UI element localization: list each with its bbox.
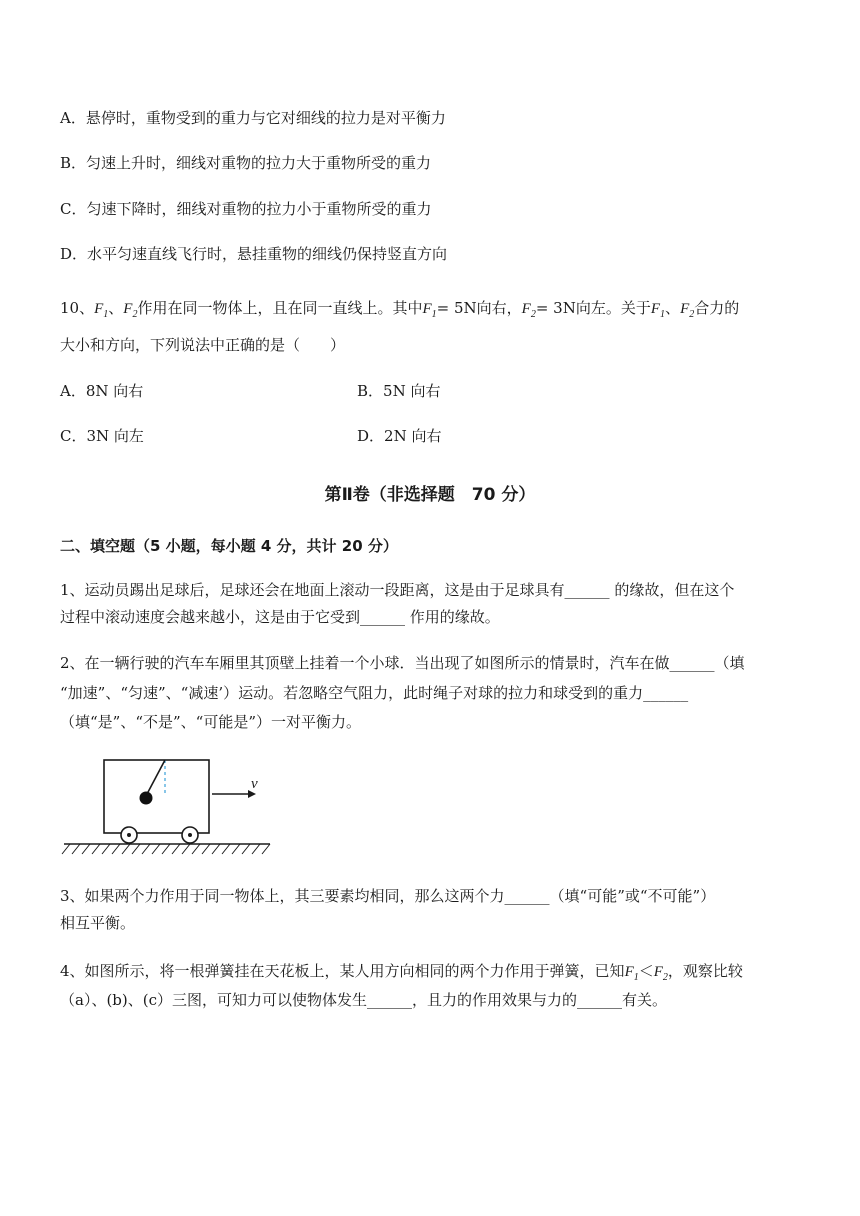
var-f1: $F_1$ <box>94 301 109 320</box>
text-segment: 作用在同一物体上，且在同一直线上。其中 <box>137 299 423 317</box>
equation-value: = 3N <box>535 299 576 317</box>
question-2-line-3: （填“是”、“不是”、“可能是”）一对平衡力。 <box>60 713 362 731</box>
text-segment: 4、如图所示，将一根弹簧挂在天花板上，某人用方向相同的两个力作用于弹簧，已知 <box>60 962 625 980</box>
question-3-line-2: 相互平衡。 <box>60 914 136 932</box>
less-than-sign: ＜ <box>638 962 654 980</box>
question-1-line-2: 过程中滚动速度会越来越小，这是由于它受到______ 作用的缘故。 <box>60 608 500 626</box>
text-segment: ，观察比较 <box>667 962 743 980</box>
option-a-q10: A．8N 向右 <box>60 382 144 400</box>
option-b-q9: B．匀速上升时，细线对重物的拉力大于重物所受的重力 <box>60 154 432 172</box>
var-f1: $F_1$ <box>624 964 639 983</box>
wheel-hub <box>188 833 192 837</box>
option-b-q10: B．5N 向右 <box>357 382 441 400</box>
ground-hatching <box>62 844 270 854</box>
question-4-line-2: （a）、(b)、(c）三图，可知力可以使物体发生______，且力的作用效果与力的______有关。 <box>60 991 668 1009</box>
var-f2: $F_2$ <box>521 301 536 320</box>
option-d-q10: D．2N 向右 <box>357 427 442 445</box>
option-c-q9: C．匀速下降时，细线对重物的拉力小于重物所受的重力 <box>60 200 432 218</box>
question-2-line-2: “加速”、“匀速”、“减速’）运动。若忽略空气阻力，此时绳子对球的拉力和球受到的重力______ <box>60 684 689 702</box>
text-segment: 、 <box>108 299 124 317</box>
var-f1: $F_1$ <box>422 301 437 320</box>
cart-body <box>104 760 209 833</box>
question-3-line-1: 3、如果两个力作用于同一物体上，其三要素均相同，那么这两个力______（填“可能”或“不可能”） <box>60 887 716 905</box>
wheel-hub <box>127 833 131 837</box>
equation-value: = 5N <box>436 299 477 317</box>
var-f2: $F_2$ <box>653 964 668 983</box>
question-2-line-1: 2、在一辆行驶的汽车车厢里其顶壁上挂着一个小球．当出现了如图所示的情景时，汽车在做______（填 <box>60 654 745 672</box>
cart-pendulum-figure <box>60 752 280 864</box>
text-segment: 合力的 <box>694 299 740 317</box>
part-title: 第Ⅱ卷（非选择题 70 分） <box>324 485 536 505</box>
pendulum-string <box>147 760 165 794</box>
question-1-line-1: 1、运动员踢出足球后，足球还会在地面上滚动一段距离，这是由于足球具有______ 的缘故，但在这个 <box>60 581 735 599</box>
text-segment: 向右， <box>476 299 522 317</box>
question-10-line-2: 大小和方向，下列说法中正确的是（ ） <box>60 336 346 354</box>
var-f2: $F_2$ <box>680 301 695 320</box>
text-segment: 、 <box>665 299 681 317</box>
question-number: 10、 <box>60 299 95 317</box>
option-d-q9: D．水平匀速直线飞行时，悬挂重物的细线仍保持竖直方向 <box>60 245 448 263</box>
var-f1: $F_1$ <box>650 301 666 320</box>
option-a-q9: A．悬停时，重物受到的重力与它对细线的拉力是对平衡力 <box>60 109 446 127</box>
question-4-line-1 <box>60 961 743 988</box>
option-c-q10: C．3N 向左 <box>60 427 144 445</box>
question-10-line-1 <box>60 298 739 325</box>
pendulum-ball <box>140 792 153 805</box>
section-title: 二、填空题（5 小题，每小题 4 分，共计 20 分） <box>60 537 398 555</box>
var-f2: $F_2$ <box>123 301 138 320</box>
velocity-label: v <box>251 776 258 792</box>
text-segment: 向左。关于 <box>575 299 651 317</box>
